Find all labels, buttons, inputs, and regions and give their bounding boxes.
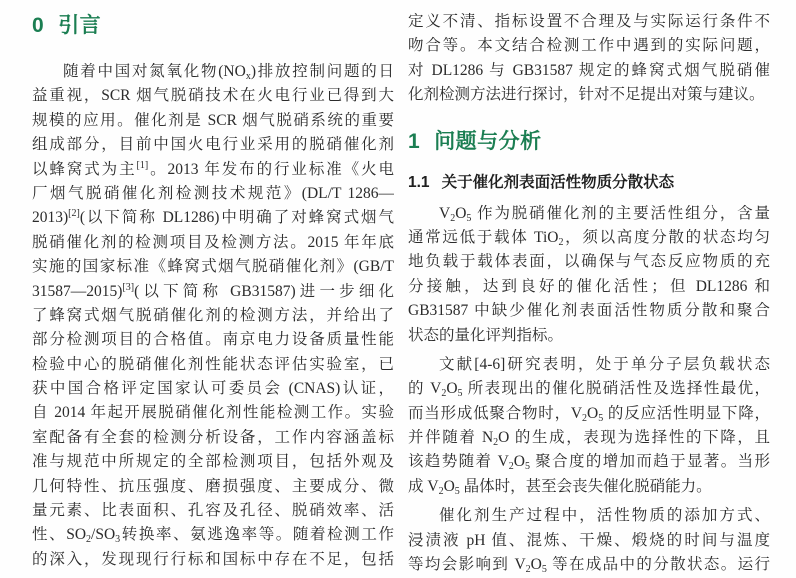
text-line: 催化剂生产过程中，活性物质的添加方式、 <box>439 507 770 525</box>
chemical-subscript: 2 <box>441 388 447 400</box>
text-line: 性、$SO_2/SO_3$转换率、氨逃逸率等。随着检测工作 <box>32 526 394 546</box>
chemical-subscript: 2 <box>558 236 564 248</box>
text-line: 的 $V_2O_5$ 所表现出的催化脱硝活性及选择性最优， <box>408 380 770 400</box>
chemical-subscript: x <box>245 71 251 82</box>
text-line: 而当形成低聚合物时，$V_2O_5$ 的反应活性明显下降， <box>408 404 770 424</box>
text-line: GB31587 中缺少催化剂表面活性物质分散和聚合 <box>408 302 770 320</box>
text-line: 并伴随着 $N_2O$ 的生成，表现为选择性的下降，且 <box>408 429 770 449</box>
text-line: 组成部分，目前中国火电行业采用的脱硝催化剂 <box>32 136 394 154</box>
text-line: 室配备有全套的检测分析设备，工作内容涵盖标 <box>32 428 394 446</box>
text-line: 几何特性、抗压强度、磨损强度、主要成分、微 <box>32 477 394 495</box>
text-line: $V_2O_5$ 作为脱硝催化剂的主要活性组分，含量 <box>439 204 770 224</box>
text-line: 成 $V_2O_5$ 晶体时，甚至会丧失催化脱硝能力。 <box>408 477 712 497</box>
section-title: 引言 <box>58 14 102 37</box>
text-line: 规模的应用。催化剂是 SCR 烟气脱硝系统的重要 <box>32 111 394 129</box>
right-column <box>408 10 770 578</box>
text-line: 化剂检测方法进行探讨，针对不足提出对策与建议。 <box>408 86 765 104</box>
chemical-subscript: 2 <box>525 564 531 576</box>
text-line: 对 DL1286 与 GB31587 规定的蜂窝式烟气脱硝催 <box>408 61 770 79</box>
chemical-subscript: 2 <box>438 485 444 497</box>
text-line: 量元素、比表面积、孔容及孔径、脱硝效率、活 <box>32 502 394 520</box>
chemical-subscript: 2 <box>508 461 514 473</box>
text-line: 状态的量化评判指标。 <box>408 326 564 344</box>
body-paragraph-1 <box>408 202 770 348</box>
text-line: 自 2014 年起开展脱硝催化剂性能检测工作。实验 <box>32 404 394 422</box>
text-line: 以蜂窝式为主[1]。2013 年发布的行业标准《火电 <box>32 159 394 178</box>
chemical-subscript: 2 <box>450 212 456 224</box>
text-line: 益重视，SCR 烟气脱硝技术在火电行业已得到大 <box>32 87 394 105</box>
text-line: 地负载于载体表面，以确保与气态反应物质的充 <box>408 253 770 271</box>
chemical-subscript: 3 <box>115 534 121 546</box>
text-line: 文献[4-6]研究表明，处于单分子层负载状态 <box>439 355 770 373</box>
chemical-subscript: 5 <box>454 485 460 497</box>
section-heading-1 <box>408 128 770 156</box>
intro-paragraph <box>32 60 394 572</box>
section-title: 问题与分析 <box>434 129 542 153</box>
body-paragraph-2 <box>408 353 770 499</box>
text-line: 通常远低于载体 TiO$_2$，须以高度分散的状态均匀 <box>408 228 770 248</box>
text-line: 等均会影响到 $V_2O_5$ 等在成品中的分散状态。运行 <box>408 556 770 576</box>
text-line: 获中国合格评定国家认可委员会 (CNAS)认证， <box>32 380 394 398</box>
text-line: 吻合等。本文结合检测工作中遇到的实际问题， <box>408 37 770 55</box>
subsection-number: 1.1 <box>408 173 430 191</box>
continued-paragraph <box>408 10 770 108</box>
subsection-heading-1-1 <box>408 172 770 194</box>
reference-superscript: [3] <box>122 281 135 293</box>
text-line: 准与规范中所规定的全部检测项目，包括外观及 <box>32 453 394 471</box>
chemical-subscript: 5 <box>466 212 472 224</box>
section-number: 1 <box>408 129 421 153</box>
text-line: 脱硝催化剂的检测项目及检测方法。2015 年年底 <box>32 233 394 251</box>
section-number: 0 <box>32 14 45 37</box>
text-line: 随着中国对氮氧化物$(NO_x)$排放控制问题的日 <box>63 63 394 82</box>
text-line: 分接触，达到良好的催化活性；但 DL1286 和 <box>408 277 770 295</box>
text-line: 定义不清、指标设置不合理及与实际运行条件不 <box>408 13 770 30</box>
chemical-subscript: 5 <box>457 388 463 400</box>
text-line: 31587—2015)[3](以下简称 GB31587)进一步细化 <box>32 281 394 300</box>
body-paragraph-3 <box>408 504 770 577</box>
text-line: 2013)[2](以下简称 DL1286)中明确了对蜂窝式烟气 <box>32 208 394 227</box>
text-line: 检验中心的脱硝催化剂性能状态评估实验室，已 <box>32 355 394 373</box>
left-column <box>32 10 394 578</box>
text-line: 实施的国家标准《蜂窝式烟气脱硝催化剂》(GB/T <box>32 258 394 276</box>
chemical-subscript: 2 <box>86 534 92 546</box>
section-heading-0 <box>32 12 394 40</box>
chemical-subscript: 2 <box>582 412 588 424</box>
chemical-subscript: 5 <box>524 461 530 473</box>
text-line: 浸渍液 pH 值、混炼、干燥、煅烧的时间与温度 <box>408 531 770 549</box>
text-line: 该趋势随着 $V_2O_5$ 聚合度的增加而趋于显著。当形 <box>408 453 770 473</box>
text-line: 部分检测项目的合格值。南京电力设备质量性能 <box>32 331 394 349</box>
text-line: 的深入，发现现行行标和国标中存在不足，包括 <box>32 550 394 568</box>
chemical-subscript: 5 <box>598 412 604 424</box>
chemical-subscript: 2 <box>493 437 499 449</box>
chemical-subscript: 5 <box>541 564 547 576</box>
reference-superscript: [2] <box>68 208 80 220</box>
subsection-title: 关于催化剂表面活性物质分散状态 <box>441 173 675 191</box>
text-line: 厂烟气脱硝催化剂检测技术规范》(DL/T 1286— <box>32 184 394 202</box>
text-line: 了蜂窝式烟气脱硝催化剂的检测方法，并给出了 <box>32 306 394 324</box>
reference-superscript: [1] <box>136 159 149 171</box>
